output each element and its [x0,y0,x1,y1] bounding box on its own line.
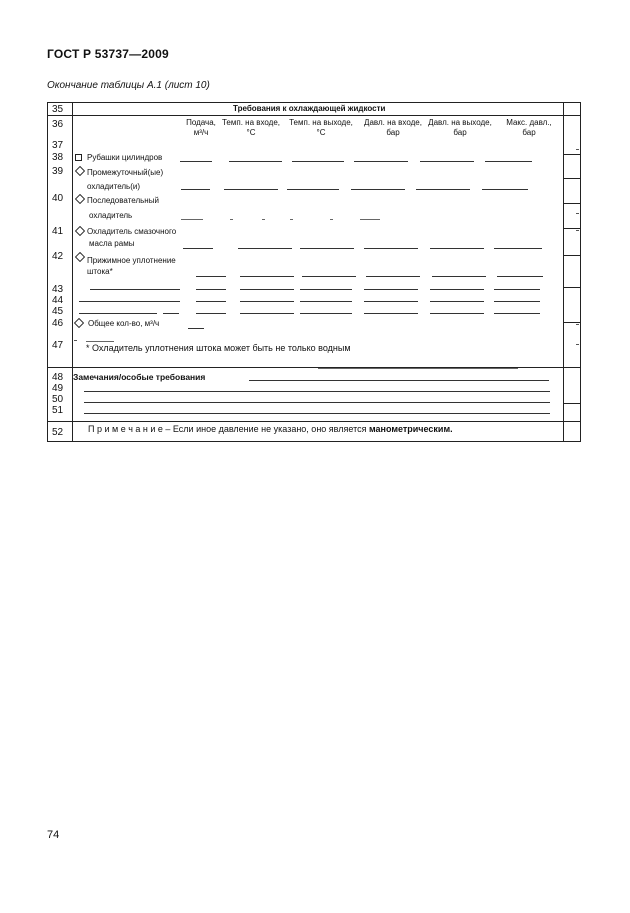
diamond-icon [74,318,84,328]
entry-line[interactable] [364,289,418,290]
column-header: Темп. на выходе, °C [289,118,353,137]
row-number: 46 [52,318,64,329]
entry-line[interactable] [364,301,418,302]
row-number: 36 [52,119,64,130]
row-label: Общее кол-во, м³/ч [88,319,160,328]
faint-line [181,219,203,220]
entry-line[interactable] [430,289,484,290]
row-number: 52 [52,427,64,438]
right-column-line [563,228,581,229]
faint-line [230,219,233,220]
entry-line[interactable] [430,248,484,249]
entry-line[interactable] [188,328,204,329]
row-number: 40 [52,193,64,204]
row-label: Последовательный [87,196,159,205]
entry-line[interactable] [292,161,344,162]
entry-line[interactable] [364,313,418,314]
entry-line[interactable] [181,189,210,190]
right-column-line [563,255,581,256]
row-number: 45 [52,306,64,317]
entry-line[interactable] [224,189,278,190]
entry-line[interactable] [183,248,213,249]
entry-line[interactable] [430,301,484,302]
entry-line[interactable] [364,248,418,249]
row-number: 43 [52,284,64,295]
row-label: охладитель(и) [87,182,141,191]
row-number: 48 [52,372,64,383]
right-column-line [563,322,581,323]
entry-line[interactable] [300,289,352,290]
document-header: ГОСТ Р 53737—2009 [47,47,169,61]
row-label: Рубашки цилиндров [87,153,163,162]
faint-line [262,219,265,220]
entry-line[interactable] [494,313,540,314]
row-number: 49 [52,383,64,394]
faint-line [86,341,114,342]
faint-line [318,368,518,369]
entry-line[interactable] [482,189,528,190]
faint-line [290,219,293,220]
diamond-icon [75,194,85,204]
table-column-divider [563,102,564,442]
entry-line[interactable] [240,276,294,277]
column-header: Подача, м³/ч [186,118,216,137]
entry-line[interactable] [196,289,226,290]
diamond-icon [75,166,85,176]
entry-line[interactable] [432,276,486,277]
row-label: охладитель [89,211,133,220]
row-number: 38 [52,152,64,163]
entry-line[interactable] [300,248,354,249]
entry-line[interactable] [196,301,226,302]
entry-line[interactable] [79,313,157,314]
row-label: Охладитель смазочного [87,227,177,236]
table-column-divider [72,102,73,442]
entry-line[interactable] [240,301,294,302]
tick-mark [576,344,579,345]
entry-line[interactable] [196,313,226,314]
tick-mark [74,340,77,341]
tick-mark [576,324,579,325]
entry-line[interactable] [300,301,352,302]
row-label: Промежуточный(ые) [87,168,164,177]
tick-mark [576,213,579,214]
table-row-line [47,421,581,422]
entry-line[interactable] [416,189,470,190]
entry-line[interactable] [163,313,179,314]
row-number: 47 [52,340,64,351]
entry-line[interactable] [494,289,540,290]
page-number: 74 [47,829,60,841]
table-note: П р и м е ч а н и е – Если иное давление не указано, оно является манометрическим. [88,424,453,434]
column-header: Давл. на входе, бар [364,118,422,137]
entry-line[interactable] [287,189,339,190]
entry-line[interactable] [300,313,352,314]
row-number: 37 [52,140,64,151]
faint-line [360,219,380,220]
row-label: Прижимное уплотнение [87,256,176,265]
tick-mark [576,149,579,150]
right-column-line [563,178,581,179]
entry-line[interactable] [90,289,180,290]
entry-line[interactable] [79,301,180,302]
row-number: 51 [52,405,64,416]
footnote: * Охладитель уплотнения штока может быть не только водным [86,343,351,353]
faint-line [330,219,333,220]
row-number: 35 [52,104,64,115]
table-caption: Окончание таблицы А.1 (лист 10) [47,80,210,91]
right-column-line [563,203,581,204]
row-number: 42 [52,251,64,262]
entry-line[interactable] [302,276,356,277]
entry-line[interactable] [430,313,484,314]
remarks-entry-line[interactable] [249,380,549,381]
checkbox-icon[interactable] [75,154,82,161]
section-title: Требования к охлаждающей жидкости [233,104,386,113]
entry-line[interactable] [497,276,543,277]
diamond-icon [75,226,85,236]
row-number: 50 [52,394,64,405]
entry-line[interactable] [351,189,405,190]
diamond-icon [75,252,85,262]
right-column-line [563,154,581,155]
row-number: 39 [52,166,64,177]
entry-line[interactable] [240,313,294,314]
row-label: масла рамы [89,239,135,248]
table-row-line [47,115,581,116]
entry-line[interactable] [354,161,408,162]
remarks-entry-line[interactable] [84,391,550,392]
entry-line[interactable] [240,289,294,290]
entry-line[interactable] [366,276,420,277]
column-header: Давл. на выходе, бар [428,118,492,137]
entry-line[interactable] [229,161,282,162]
entry-line[interactable] [494,301,540,302]
remarks-label: Замечания/особые требования [73,372,206,382]
row-number: 41 [52,226,64,237]
row-number: 44 [52,295,64,306]
right-column-line [563,287,581,288]
entry-line[interactable] [494,248,542,249]
entry-line[interactable] [420,161,474,162]
entry-line[interactable] [180,161,212,162]
column-header: Макс. давл., бар [506,118,552,137]
column-header: Темп. на входе, °C [221,118,281,137]
tick-mark [576,230,579,231]
remarks-entry-line[interactable] [84,402,550,403]
entry-line[interactable] [196,276,226,277]
row-label: штока* [87,267,113,276]
entry-line[interactable] [238,248,292,249]
right-column-line [563,403,581,404]
remarks-entry-line[interactable] [84,413,550,414]
entry-line[interactable] [485,161,532,162]
